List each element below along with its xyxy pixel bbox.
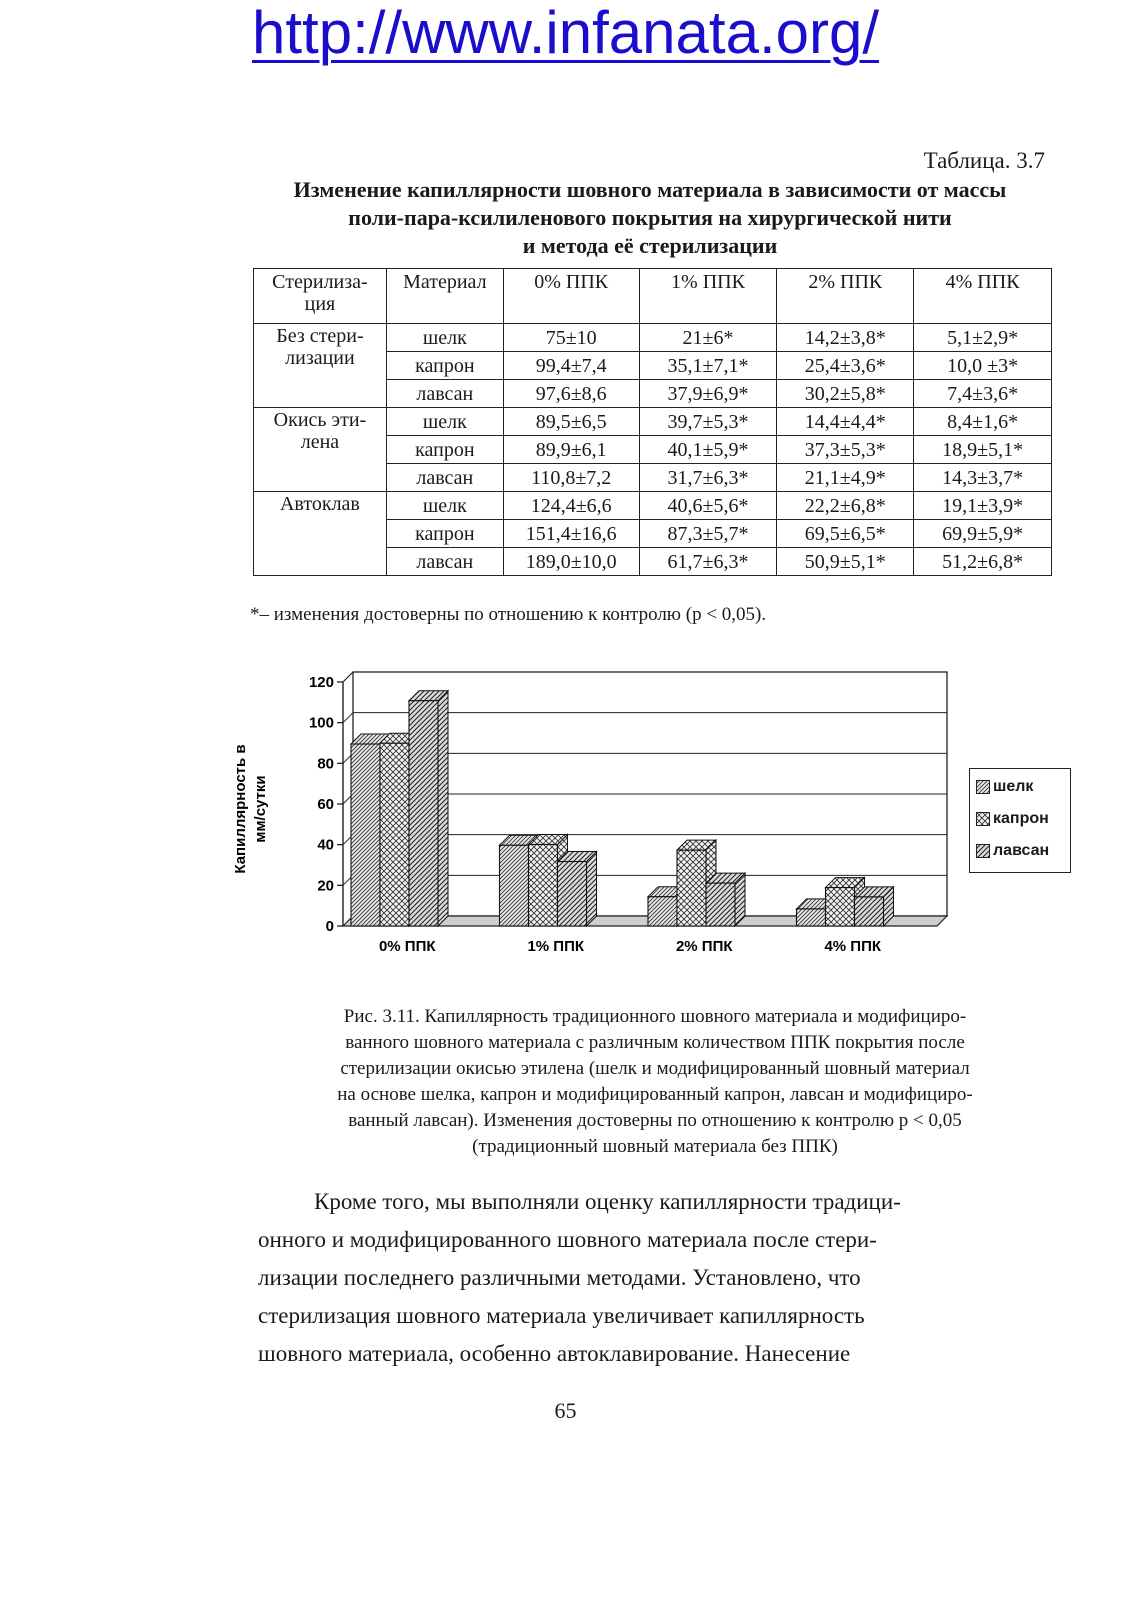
body-paragraph — [258, 1183, 1058, 1373]
bar — [558, 852, 597, 926]
value-cell: 8,4±1,6* — [914, 408, 1052, 436]
y-tick-label: 0 — [325, 918, 334, 935]
sterilization-method-cell: Окись эти-лена — [254, 408, 387, 492]
material-cell: лавсан — [386, 464, 503, 492]
legend-label: капрон — [993, 810, 1049, 827]
body-line: Кроме того, мы выполняли оценку капиллярности традици- — [314, 1189, 901, 1214]
bar-front-face — [706, 883, 735, 926]
value-cell: 97,6±8,6 — [503, 380, 639, 408]
legend-label: шелк — [993, 778, 1034, 795]
bar — [409, 691, 448, 926]
chart-svg — [225, 670, 1075, 980]
y-tick-label: 20 — [317, 877, 334, 895]
x-tick-label: 4% ППК — [824, 938, 882, 955]
legend-item-lavsan — [976, 842, 1049, 860]
value-cell: 21,1±4,9* — [777, 464, 914, 492]
value-cell: 25,4±3,6* — [777, 352, 914, 380]
value-cell: 30,2±5,8* — [777, 380, 914, 408]
bar-front-face — [529, 844, 558, 926]
website-url-link[interactable]: http://www.infanata.org/ — [251, 0, 879, 66]
bar-front-face — [351, 744, 380, 926]
value-cell: 37,9±6,9* — [639, 380, 777, 408]
table-number: Таблица. 3.7 — [923, 148, 1045, 173]
value-cell: 189,0±10,0 — [503, 548, 639, 576]
legend-swatch-lavsan — [976, 844, 990, 858]
bar-front-face — [648, 897, 677, 926]
legend-item-silk — [976, 778, 1033, 796]
sterilization-method-cell: Без стери-лизации — [254, 324, 387, 408]
bar-front-face — [500, 845, 529, 926]
bar-front-face — [380, 743, 409, 926]
value-cell: 89,9±6,1 — [503, 436, 639, 464]
bar-front-face — [409, 701, 438, 926]
value-cell: 7,4±3,6* — [914, 380, 1052, 408]
value-cell: 39,7±5,3* — [639, 408, 777, 436]
value-cell: 14,4±4,4* — [777, 408, 914, 436]
material-cell: капрон — [386, 352, 503, 380]
capillarity-table — [253, 268, 1052, 576]
material-cell: капрон — [386, 520, 503, 548]
header-sterilization: Стерилиза-ция — [254, 269, 387, 324]
value-cell: 14,2±3,8* — [777, 324, 914, 352]
value-cell: 151,4±16,6 — [503, 520, 639, 548]
body-line: шовного материала, особенно автоклавирование. Нанесение — [258, 1341, 851, 1366]
body-line: лизации последнего различными методами. Установлено, что — [258, 1265, 861, 1290]
legend-swatch-silk — [976, 780, 990, 794]
body-line: онного и модифицированного шовного материала после стери- — [258, 1227, 877, 1252]
legend-label: лавсан — [993, 842, 1050, 859]
table-title — [240, 176, 1060, 260]
value-cell: 35,1±7,1* — [639, 352, 777, 380]
header-4-ppk: 4% ППК — [914, 269, 1052, 324]
y-tick-label: 40 — [317, 836, 334, 854]
value-cell: 40,6±5,6* — [639, 492, 777, 520]
value-cell: 31,7±6,3* — [639, 464, 777, 492]
value-cell: 10,0 ±3* — [914, 352, 1052, 380]
chart-y-axis-label — [232, 744, 269, 873]
header-2-ppk: 2% ППК — [777, 269, 914, 324]
bar-front-face — [826, 888, 855, 926]
caption-line: ванного шовного материала с различным количеством ППК покрытия после — [345, 1032, 965, 1053]
value-cell: 18,9±5,1* — [914, 436, 1052, 464]
y-tick-label: 100 — [308, 714, 334, 732]
bar-front-face — [558, 862, 587, 926]
table-title-line: Изменение капиллярности шовного материала в зависимости от массы — [293, 177, 1007, 202]
header-0-ppk: 0% ППК — [503, 269, 639, 324]
x-tick-label: 0% ППК — [378, 938, 436, 955]
value-cell: 51,2±6,8* — [914, 548, 1052, 576]
value-cell: 61,7±6,3* — [639, 548, 777, 576]
material-cell: капрон — [386, 436, 503, 464]
body-line: стерилизация шовного материала увеличивает капиллярность — [258, 1303, 865, 1328]
value-cell: 37,3±5,3* — [777, 436, 914, 464]
chart-legend — [969, 768, 1071, 873]
material-cell: лавсан — [386, 380, 503, 408]
value-cell: 19,1±3,9* — [914, 492, 1052, 520]
capillarity-chart — [225, 670, 1075, 980]
value-cell: 110,8±7,2 — [503, 464, 639, 492]
value-cell: 69,9±5,9* — [914, 520, 1052, 548]
y-tick-label: 120 — [308, 674, 334, 691]
material-cell: лавсан — [386, 548, 503, 576]
value-cell: 124,4±6,6 — [503, 492, 639, 520]
table-footnote: *– изменения достоверны по отношению к контролю (р < 0,05). — [250, 604, 767, 625]
table-header-row — [254, 269, 1052, 324]
value-cell: 50,9±5,1* — [777, 548, 914, 576]
bar — [706, 873, 745, 926]
table-body — [254, 324, 1052, 576]
bar — [855, 887, 894, 926]
bar-front-face — [855, 897, 884, 926]
bar-front-face — [797, 909, 826, 926]
value-cell: 5,1±2,9* — [914, 324, 1052, 352]
value-cell: 99,4±7,4 — [503, 352, 639, 380]
table-row — [254, 492, 1052, 520]
caption-line: стерилизации окисью этилена (шелк и модифицированный шовный материал — [340, 1058, 970, 1079]
value-cell: 89,5±6,5 — [503, 408, 639, 436]
value-cell: 69,5±6,5* — [777, 520, 914, 548]
bar-side-face — [587, 852, 597, 926]
table-row — [254, 324, 1052, 352]
y-tick-label: 80 — [317, 755, 334, 773]
caption-line: (традиционный шовный материала без ППК) — [472, 1136, 838, 1157]
material-cell: шелк — [386, 324, 503, 352]
value-cell: 14,3±3,7* — [914, 464, 1052, 492]
y-tick-label: 60 — [317, 796, 334, 813]
x-tick-label: 2% ППК — [675, 938, 733, 955]
caption-line: ванный лавсан). Изменения достоверны по отношению к контролю р < 0,05 — [348, 1110, 962, 1131]
bar-front-face — [677, 850, 706, 926]
table-row — [254, 408, 1052, 436]
value-cell: 75±10 — [503, 324, 639, 352]
material-cell: шелк — [386, 408, 503, 436]
bar-side-face — [438, 691, 448, 926]
side-wall-gridline — [343, 713, 353, 723]
value-cell: 21±6* — [639, 324, 777, 352]
header-1-ppk: 1% ППК — [639, 269, 777, 324]
header-material: Материал — [386, 269, 503, 324]
caption-line: на основе шелка, капрон и модифицированный капрон, лавсан и модифициро- — [337, 1084, 973, 1105]
y-axis-label-line: Капиллярность в — [232, 744, 249, 874]
material-cell: шелк — [386, 492, 503, 520]
table-title-line: и метода её стерилизации — [522, 233, 778, 258]
value-cell: 22,2±6,8* — [777, 492, 914, 520]
value-cell: 40,1±5,9* — [639, 436, 777, 464]
caption-line: Рис. 3.11. Капиллярность традиционного шовного материала и модифициро- — [343, 1006, 967, 1027]
figure-caption — [240, 1004, 1070, 1160]
table-title-line: поли-пара-ксилиленового покрытия на хирургической нити — [348, 205, 952, 230]
legend-item-kapron — [976, 810, 1049, 828]
x-tick-label: 1% ППК — [527, 938, 585, 955]
value-cell: 87,3±5,7* — [639, 520, 777, 548]
legend-swatch-kapron — [976, 812, 990, 826]
side-wall-top — [343, 672, 353, 682]
y-axis-label-line: мм/сутки — [252, 775, 269, 843]
sterilization-method-cell: Автоклав — [254, 492, 387, 576]
page-number: 65 — [554, 1398, 577, 1423]
